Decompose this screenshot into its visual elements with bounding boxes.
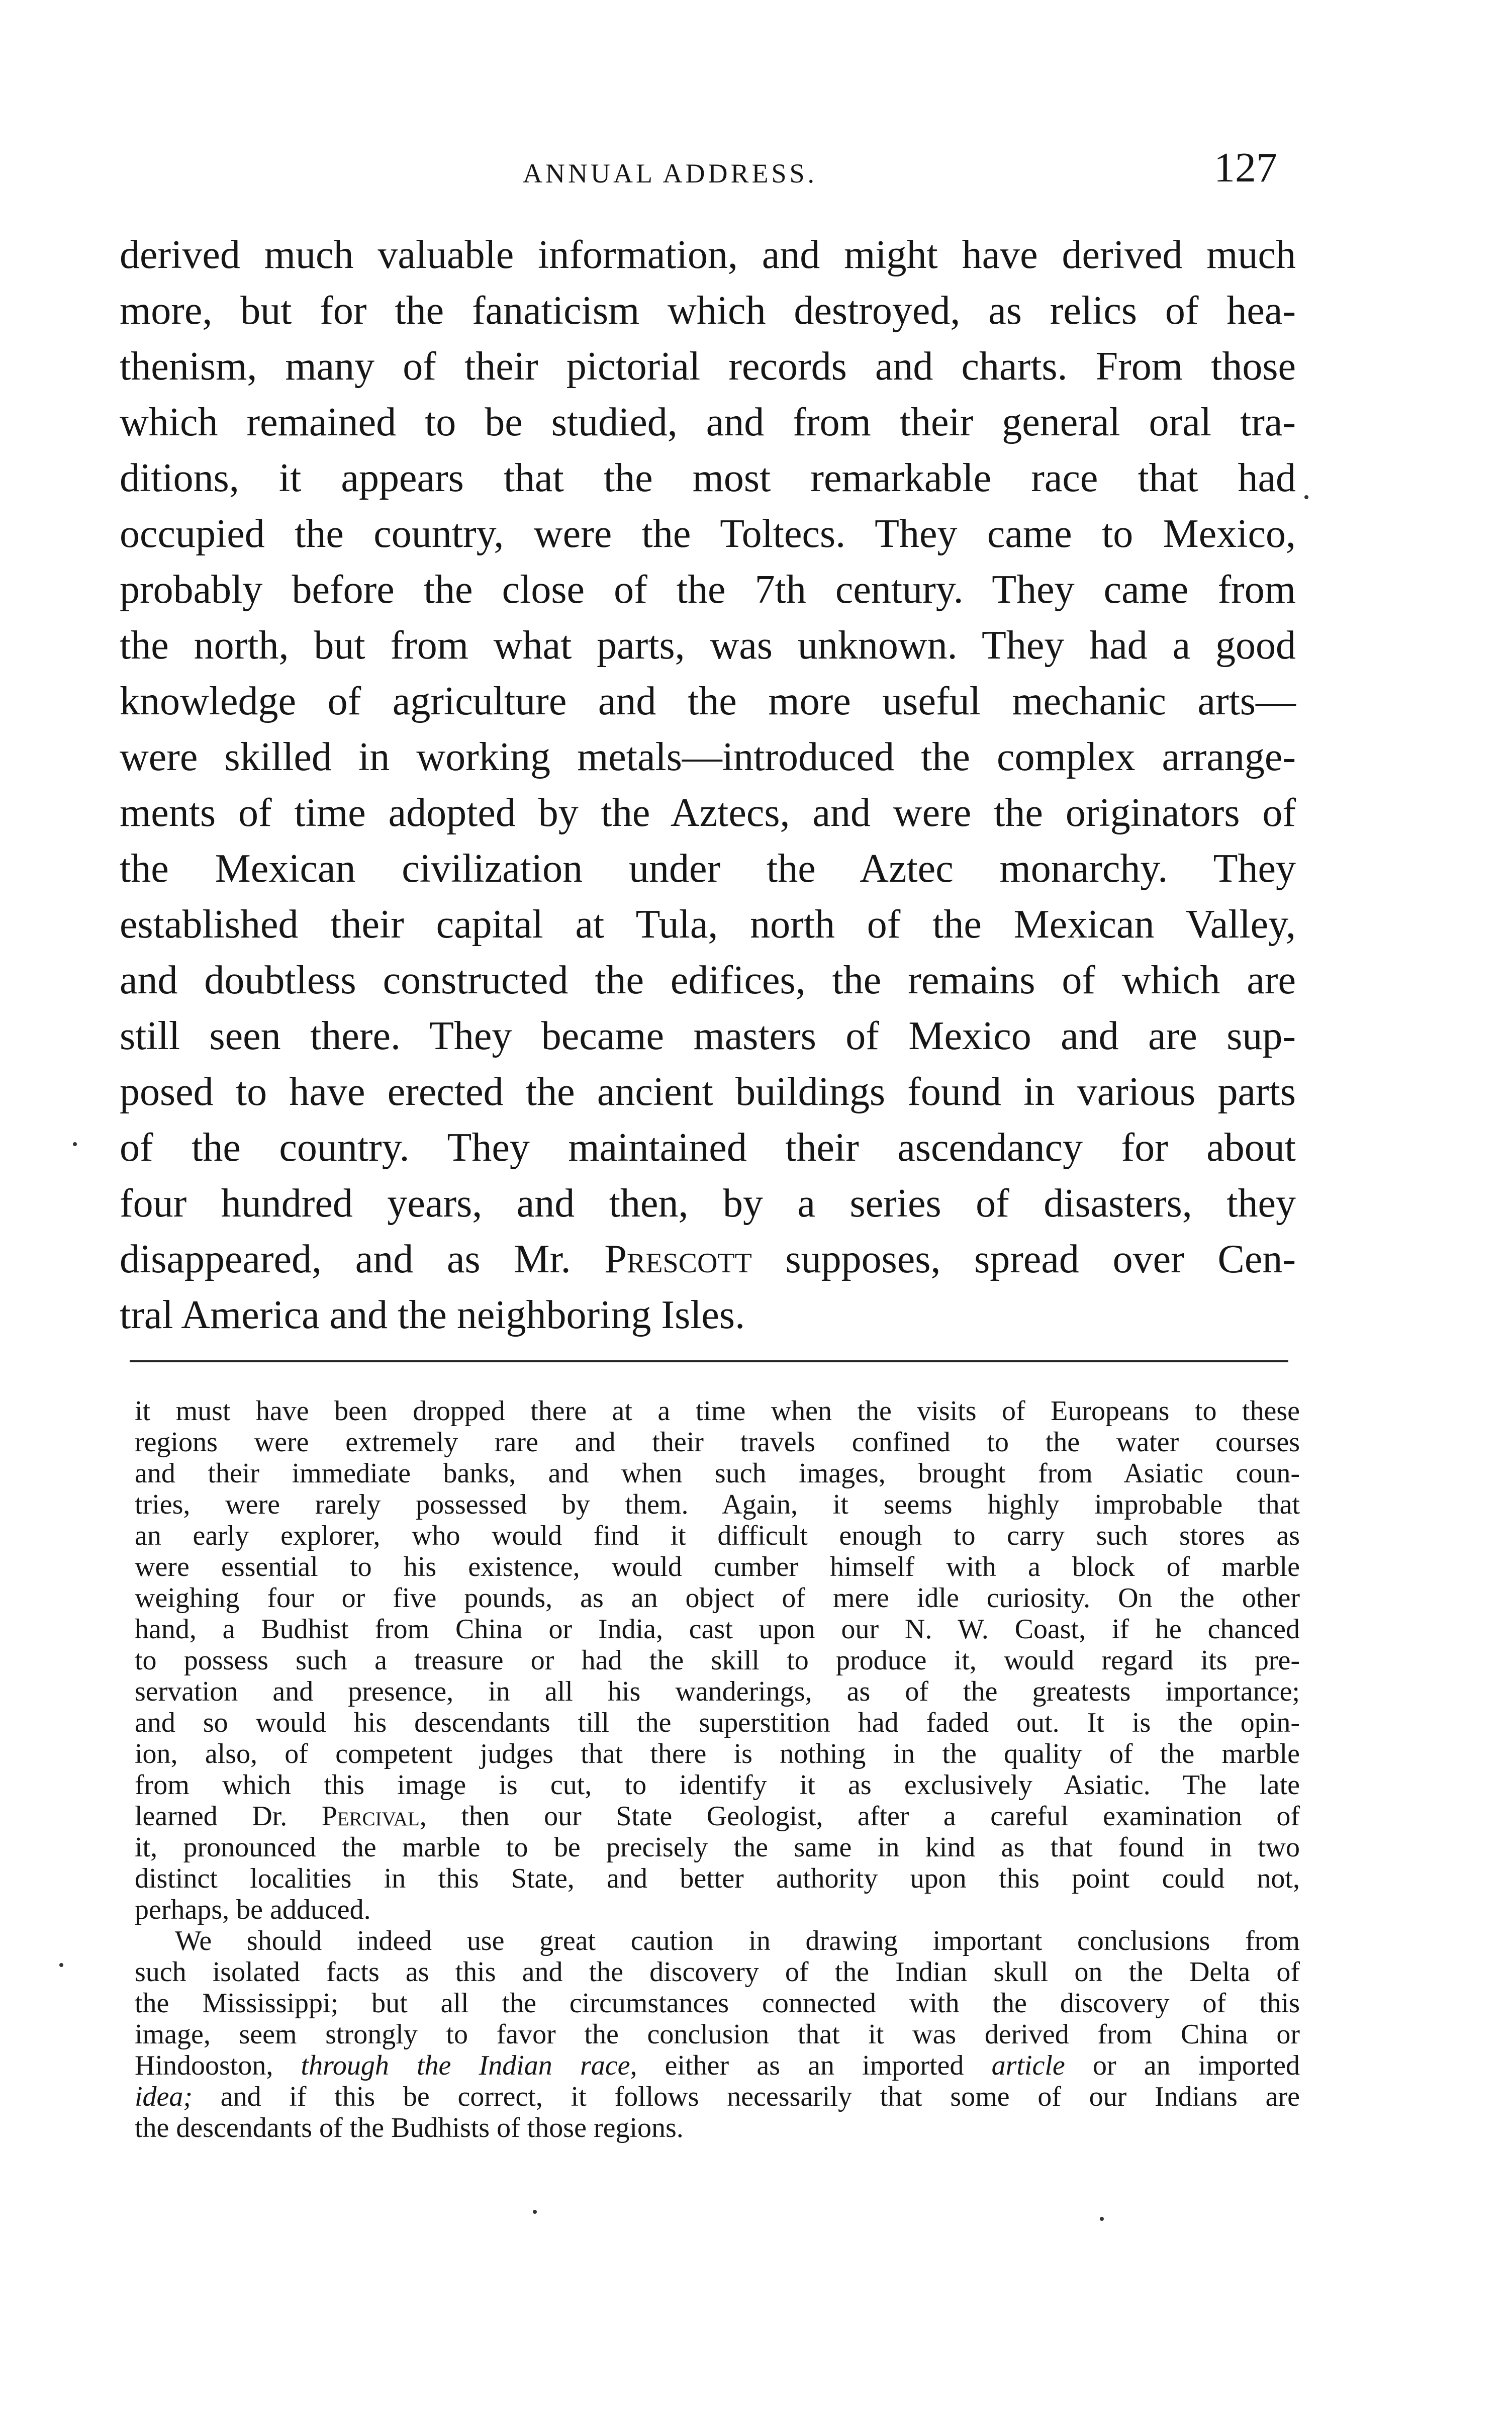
footnote-line: weighing four or five pounds, as an object of mere idle curiosity. On the other [135, 1582, 1300, 1614]
body-line: the north, but from what parts, was unknown. They had a good [120, 623, 1296, 668]
footnote-line: it must have been dropped there at a time when the visits of Europeans to these [135, 1395, 1300, 1427]
footnote-line: were essential to his existence, would cumber himself with a block of marble [135, 1551, 1300, 1582]
footnote-line: We should indeed use great caution in drawing important conclusions from [175, 1925, 1300, 1956]
print-speck [73, 1142, 77, 1146]
body-line: thenism, many of their pictorial records and charts. From those [120, 344, 1296, 389]
footnote-line [135, 1801, 1300, 1832]
footnote-line: from which this image is cut, to identify it as exclusively Asiatic. The late [135, 1769, 1300, 1801]
body-text-span: supposes, spread over Cen- [751, 1237, 1296, 1281]
author-name-percival: Percival [321, 1801, 420, 1832]
body-line: of the country. They maintained their ascendancy for about [120, 1126, 1296, 1170]
body-line: still seen there. They became masters of Mexico and are sup- [120, 1014, 1296, 1058]
footnote-line: the descendants of the Budhists of those regions. [135, 2112, 684, 2143]
body-line: occupied the country, were the Toltecs. They came to Mexico, [120, 512, 1296, 556]
italic-word: idea; [135, 2081, 193, 2112]
author-name-prescott: Prescott [604, 1237, 752, 1281]
footnote-line: distinct localities in this State, and better authority upon this point could not, [135, 1863, 1300, 1894]
body-line: four hundred years, and then, by a series of disasters, they [120, 1181, 1296, 1226]
body-line: were skilled in working metals—introduced the complex arrange- [120, 735, 1296, 779]
footnote-line: an early explorer, who would find it difficult enough to carry such stores as [135, 1520, 1300, 1551]
footnote-line: image, seem strongly to favor the conclusion that it was derived from China or [135, 2019, 1300, 2050]
footnote-line: servation and presence, in all his wanderings, as of the greatests importance; [135, 1676, 1300, 1707]
italic-word: article [991, 2050, 1065, 2081]
footnote-line: and their immediate banks, and when such images, brought from Asiatic coun- [135, 1458, 1300, 1489]
running-head: ANNUAL ADDRESS. [523, 158, 818, 189]
body-line: and doubtless constructed the edifices, the remains of which are [120, 958, 1296, 1002]
body-line: ments of time adopted by the Aztecs, and were the originators of [120, 791, 1296, 835]
footnote-text-span: Hindooston, [135, 2050, 301, 2081]
footnote-line: hand, a Budhist from China or India, cast upon our N. W. Coast, if he chanced [135, 1614, 1300, 1645]
print-speck [59, 1963, 63, 1967]
footnote-text-span: , then our State Geologist, after a careful examination of [419, 1801, 1300, 1832]
footnote-text-span: learned Dr. [135, 1801, 322, 1832]
print-speck [1100, 2217, 1104, 2221]
footnote-line: and so would his descendants till the superstition had faded out. It is the opin- [135, 1707, 1300, 1738]
footnote-text-span: , either as an imported [630, 2050, 992, 2081]
footnote-line: regions were extremely rare and their travels confined to the water courses [135, 1427, 1300, 1458]
footnote-line: it, pronounced the marble to be precisely the same in kind as that found in two [135, 1832, 1300, 1863]
italic-phrase: through the Indian race [301, 2050, 630, 2081]
footnote-line: tries, were rarely possessed by them. Again, it seems highly improbable that [135, 1489, 1300, 1520]
body-line: tral America and the neighboring Isles. [120, 1293, 745, 1337]
footnote-line: such isolated facts as this and the discovery of the Indian skull on the Delta of [135, 1956, 1300, 1988]
footnote-line [135, 2081, 1300, 2112]
body-line: more, but for the fanaticism which destroyed, as relics of hea- [120, 289, 1296, 333]
footnote-text-span: or an imported [1065, 2050, 1300, 2081]
body-line: posed to have erected the ancient buildings found in various parts [120, 1070, 1296, 1114]
footnote [135, 1395, 1300, 2143]
body-line [120, 1232, 1296, 1287]
body-line: established their capital at Tula, north of the Mexican Valley, [120, 902, 1296, 947]
footnote-line: to possess such a treasure or had the skill to produce it, would regard its pre- [135, 1645, 1300, 1676]
body-line: which remained to be studied, and from their general oral tra- [120, 400, 1296, 444]
print-speck [533, 2210, 537, 2214]
body-line: probably before the close of the 7th century. They came from [120, 568, 1296, 612]
page-number: 127 [1214, 144, 1277, 191]
footnote-line: ion, also, of competent judges that there is nothing in the quality of the marble [135, 1738, 1300, 1769]
body-line: the Mexican civilization under the Aztec monarchy. They [120, 847, 1296, 891]
body-text-span: disappeared, and as Mr. [120, 1237, 605, 1281]
footnote-line: the Mississippi; but all the circumstances connected with the discovery of this [135, 1988, 1300, 2019]
print-speck [1304, 495, 1308, 499]
footnote-line: perhaps, be adduced. [135, 1894, 371, 1925]
body-line: ditions, it appears that the most remarkable race that had [120, 456, 1296, 500]
footnote-text-span: and if this be correct, it follows necessarily that some of our Indians are [193, 2081, 1300, 2112]
body-line: knowledge of agriculture and the more useful mechanic arts— [120, 679, 1296, 723]
footnote-rule [130, 1360, 1288, 1362]
body-text [120, 227, 1296, 1343]
footnote-line [135, 2050, 1300, 2081]
body-line: derived much valuable information, and might have derived much [120, 233, 1296, 277]
